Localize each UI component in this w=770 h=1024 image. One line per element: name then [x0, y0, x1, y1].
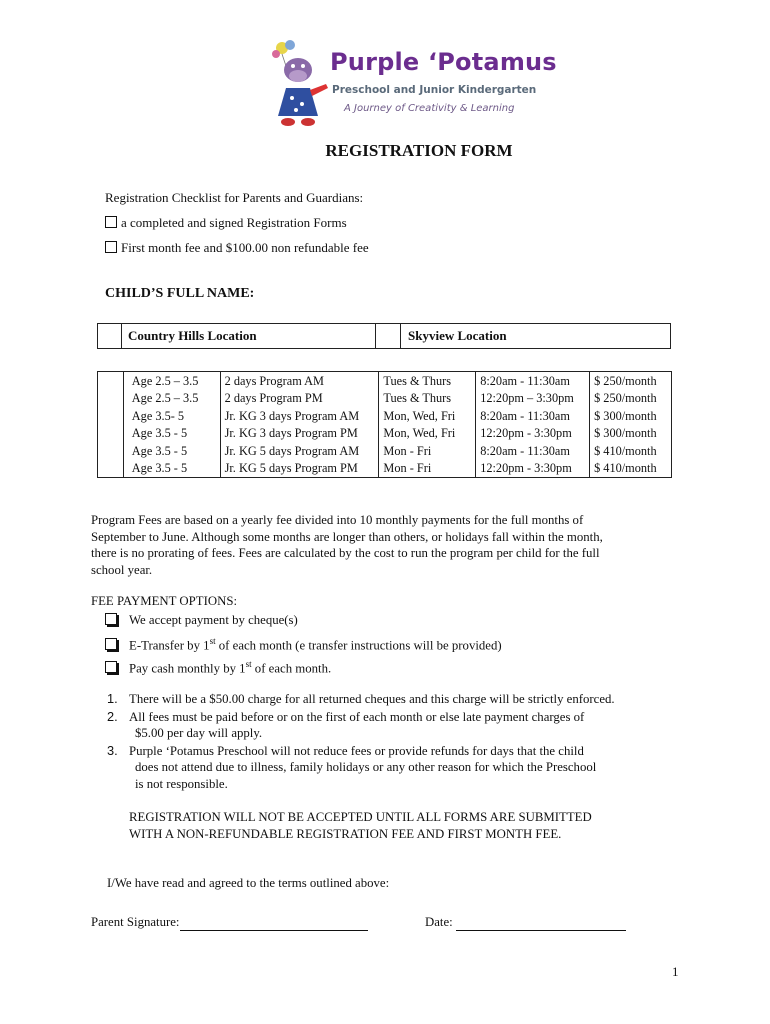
cell-fee: $ 250/month	[590, 390, 672, 407]
cell-program: Jr. KG 5 days Program PM	[220, 460, 379, 478]
term-number: 3.	[107, 742, 118, 758]
notice-line: REGISTRATION WILL NOT BE ACCEPTED UNTIL ALL FORMS ARE SUBMITTED	[129, 810, 592, 824]
term-line: $5.00 per day will apply.	[135, 726, 263, 740]
superscript: st	[209, 636, 216, 646]
cell-age: Age 2.5 – 3.5	[123, 390, 220, 407]
cell-time: 8:20am - 11:30am	[476, 408, 590, 425]
cell-fee: $ 410/month	[590, 460, 672, 478]
cell-days: Mon, Wed, Fri	[379, 425, 476, 442]
cell-program: Jr. KG 3 days Program PM	[220, 425, 379, 442]
term-line: Purple ‘Potamus Preschool will not reduce fees or provide refunds for days that the child	[129, 743, 584, 758]
option-label: Pay cash monthly by 1	[129, 661, 246, 676]
table-row	[98, 372, 672, 391]
cell-program: Jr. KG 3 days Program AM	[220, 408, 379, 425]
table-row	[98, 460, 672, 478]
row-marker-cell	[98, 425, 124, 442]
row-marker-cell	[98, 408, 124, 425]
table-row	[98, 443, 672, 460]
notice-line: WITH A NON-REFUNDABLE REGISTRATION FEE AND FIRST MONTH FEE.	[129, 826, 562, 841]
cell-age: Age 3.5 - 5	[123, 443, 220, 460]
preschool-logo	[268, 38, 557, 130]
page-number: 1	[672, 964, 679, 979]
row-marker-cell	[98, 372, 124, 391]
term-line: All fees must be paid before or on the first of each month or else late payment charges of	[129, 709, 585, 724]
paragraph-line: Program Fees are based on a yearly fee divided into 10 monthly payments for the full months of	[91, 513, 584, 527]
table-row	[98, 390, 672, 407]
payment-option-cheque[interactable]	[105, 612, 298, 629]
cell-fee: $ 250/month	[590, 372, 672, 391]
cell-time: 8:20am - 11:30am	[476, 443, 590, 460]
date-label: Date:	[425, 915, 453, 929]
superscript: st	[245, 659, 252, 669]
row-marker-cell	[98, 460, 124, 478]
cell-fee: $ 300/month	[590, 425, 672, 442]
location-skyview[interactable]: Skyview Location	[408, 328, 507, 343]
cell-days: Mon - Fri	[379, 443, 476, 460]
cell-time: 12:20pm – 3:30pm	[476, 390, 590, 407]
registration-notice	[129, 809, 592, 842]
location-table	[97, 323, 671, 349]
brand-tagline: A Journey of Creativity & Learning	[344, 103, 515, 114]
row-marker-cell	[98, 390, 124, 407]
payment-heading: FEE PAYMENT OPTIONS:	[91, 594, 238, 608]
term-item	[107, 709, 615, 726]
brand-subtitle: Preschool and Junior Kindergarten	[332, 84, 537, 96]
cell-age: Age 2.5 – 3.5	[123, 372, 220, 391]
option-label: We accept payment by cheque(s)	[129, 613, 298, 627]
cell-program: 2 days Program AM	[220, 372, 379, 391]
row-marker-cell	[98, 443, 124, 460]
cell-days: Tues & Thurs	[379, 372, 476, 391]
term-item	[107, 743, 615, 760]
term-number: 1.	[107, 691, 118, 706]
checklist-item[interactable]	[105, 215, 347, 231]
checkbox[interactable]	[105, 613, 117, 625]
term-line: There will be a $50.00 charge for all returned cheques and this charge will be strictly enforced.	[129, 692, 615, 706]
table-row	[98, 408, 672, 425]
checklist-item-label: First month fee and $100.00 non refundable fee	[121, 240, 369, 255]
child-name-label: CHILD’S FULL NAME:	[105, 286, 255, 301]
option-label: E-Transfer by 1	[129, 638, 210, 653]
cell-program: Jr. KG 5 days Program AM	[220, 443, 379, 460]
cell-days: Mon - Fri	[379, 460, 476, 478]
cell-age: Age 3.5 - 5	[123, 425, 220, 442]
form-title: REGISTRATION FORM	[325, 141, 513, 160]
cell-age: Age 3.5 - 5	[123, 460, 220, 478]
option-label: of each month.	[251, 661, 332, 676]
checkbox[interactable]	[105, 216, 117, 228]
payment-option-cash[interactable]	[105, 656, 331, 677]
hippo-mascot-icon	[268, 38, 330, 130]
checklist-item[interactable]	[105, 240, 369, 256]
cell-age: Age 3.5- 5	[123, 408, 220, 425]
table-row	[98, 425, 672, 442]
cell-time: 12:20pm - 3:30pm	[476, 460, 590, 478]
agreement-text: I/We have read and agreed to the terms outlined above:	[107, 876, 390, 890]
fees-paragraph	[91, 512, 603, 578]
cell-time: 12:20pm - 3:30pm	[476, 425, 590, 442]
cell-days: Tues & Thurs	[379, 390, 476, 407]
paragraph-line: September to June. Although some months are longer than others, or holidays fall within the month,	[91, 529, 603, 544]
cell-days: Mon, Wed, Fri	[379, 408, 476, 425]
programs-table	[97, 371, 672, 478]
paragraph-line: there is no prorating of fees. Fees are calculated by the cost to run the program per child for the full	[91, 546, 600, 560]
checklist-heading: Registration Checklist for Parents and Guardians:	[105, 190, 364, 205]
date-field[interactable]	[456, 916, 626, 931]
parent-signature-row	[91, 914, 368, 931]
cell-fee: $ 300/month	[590, 408, 672, 425]
parent-signature-field[interactable]	[180, 916, 368, 931]
checkbox[interactable]	[105, 241, 117, 253]
term-line: is not responsible.	[135, 776, 228, 791]
parent-signature-label: Parent Signature:	[91, 915, 180, 929]
payment-option-etransfer[interactable]	[105, 633, 502, 654]
paragraph-line: school year.	[91, 562, 153, 577]
terms-list	[107, 691, 615, 792]
location-country-hills[interactable]: Country Hills Location	[128, 328, 257, 343]
date-row	[425, 914, 626, 931]
term-line: does not attend due to illness, family holidays or any other reason for which the Preschool	[135, 760, 597, 774]
option-label: of each month (e transfer instructions will be provided)	[215, 638, 502, 653]
brand-name: Purple ‘Potamus	[330, 48, 557, 76]
term-number: 2.	[107, 708, 118, 724]
checklist-item-label: a completed and signed Registration Forms	[121, 215, 347, 230]
checkbox[interactable]	[105, 638, 117, 650]
checkbox[interactable]	[105, 661, 117, 673]
cell-fee: $ 410/month	[590, 443, 672, 460]
cell-time: 8:20am - 11:30am	[476, 372, 590, 391]
cell-program: 2 days Program PM	[220, 390, 379, 407]
term-item	[107, 691, 615, 708]
